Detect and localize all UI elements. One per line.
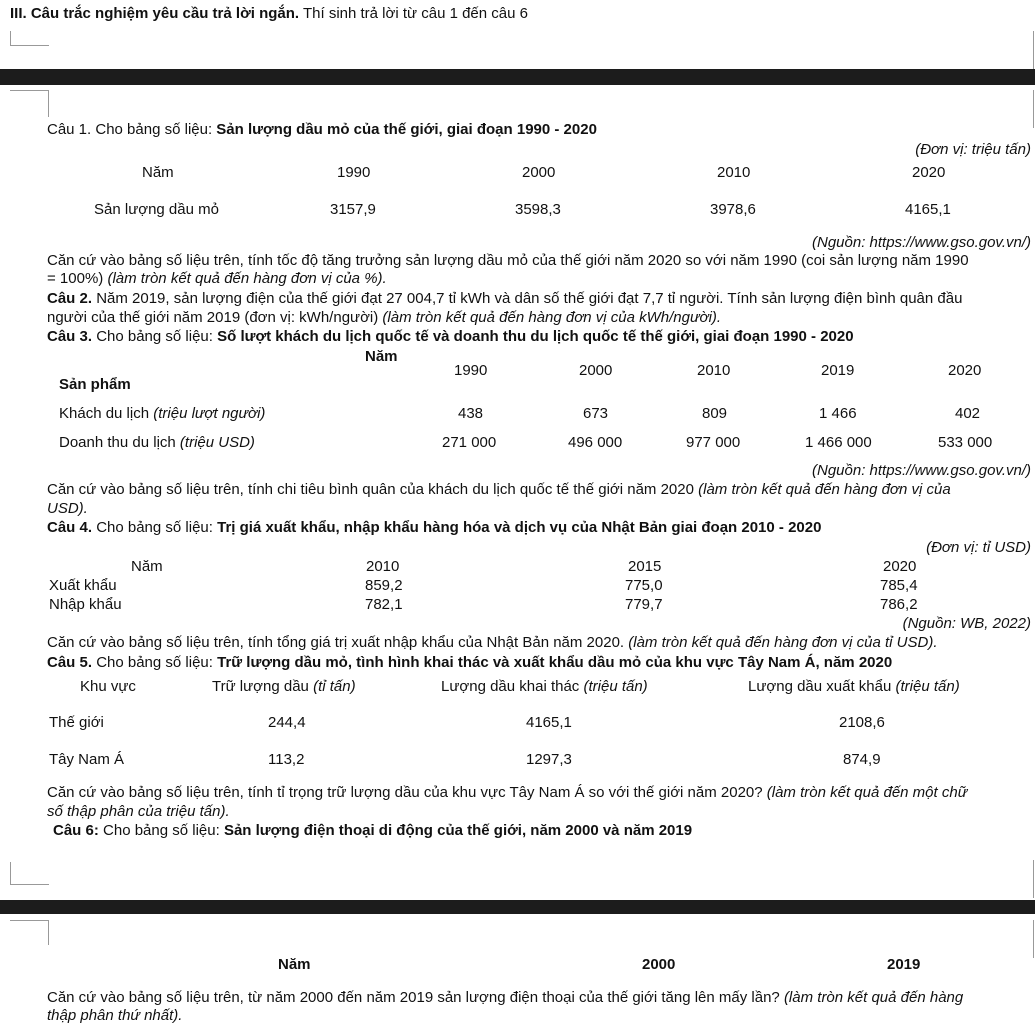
q3-instruction-text: Căn cứ vào bảng số liệu trên, tính chi tiêu bình quân của khách du lịch quốc tế thế giới năm 2020 [47, 481, 694, 498]
q2-note: (làm tròn kết quả đến hàng đơn vị của kWh/người). [382, 309, 722, 326]
q3-r1-v5: 402 [955, 405, 981, 422]
q3-source: (Nguồn: https://www.gso.gov.vn/) [812, 462, 1031, 479]
q5-col-xuat-khau [748, 678, 960, 695]
q4-row-1-label: Xuất khẩu [49, 577, 117, 594]
frame-corner [10, 90, 49, 117]
q5-col-khai-thac [441, 678, 648, 695]
q5-heading [47, 654, 892, 671]
q1-prefix: Cho bảng số liệu: [95, 121, 213, 138]
q1-value-2: 3598,3 [515, 201, 561, 218]
q3-r2-v3: 977 000 [686, 434, 741, 451]
q3-row-1-label [59, 405, 265, 422]
q5-col1-unit: (tỉ tấn) [313, 678, 356, 695]
frame-corner [1030, 31, 1034, 69]
frame-corner [1030, 90, 1034, 128]
q4-year-1: 2010 [366, 558, 400, 575]
q5-instruction-note: (làm tròn kết quả đến một chữ [766, 784, 968, 801]
q5-instruction-note-2: số thập phân của triệu tấn). [47, 803, 230, 820]
q5-col-tru-luong [212, 678, 356, 695]
q3-row-1-name: Khách du lịch [59, 405, 150, 422]
q5-instruction [47, 784, 967, 801]
page-separator-band [0, 900, 1035, 914]
frame-corner [1030, 920, 1034, 958]
q5-col3-label: Lượng dầu xuất khẩu [748, 678, 892, 695]
q6-instruction-text: Căn cứ vào bảng số liệu trên, từ năm 2000 đến năm 2019 sản lượng điện thoại của thế giới tăng lên mấy lần? [47, 989, 780, 1006]
q3-r1-v4: 1 466 [819, 405, 857, 422]
q4-instruction-text: Căn cứ vào bảng số liệu trên, tính tổng giá trị xuất nhập khẩu của Nhật Bản năm 2020. [47, 634, 625, 651]
q3-r2-v2: 496 000 [568, 434, 623, 451]
q5-r2-v2: 1297,3 [526, 751, 572, 768]
page-separator-band [0, 69, 1035, 85]
q5-col2-unit: (triệu tấn) [583, 678, 648, 695]
q1-label: Câu 1. [47, 121, 92, 138]
q4-r2-v1: 782,1 [365, 596, 403, 613]
q4-title: Trị giá xuất khẩu, nhập khẩu hàng hóa và dịch vụ của Nhật Bản giai đoạn 2010 - 2020 [217, 519, 822, 536]
q5-title: Trữ lượng dầu mỏ, tình hình khai thác và xuất khẩu dầu mỏ của khu vực Tây Nam Á, năm 2020 [217, 654, 893, 671]
q3-label: Câu 3. [47, 328, 93, 345]
q3-r1-v1: 438 [458, 405, 484, 422]
q3-instruction-note-2: USD). [47, 500, 88, 517]
q5-row-1-label: Thế giới [49, 714, 104, 731]
q5-row-2-label: Tây Nam Á [49, 751, 125, 768]
q5-col3-unit: (triệu tấn) [895, 678, 960, 695]
q4-r1-v2: 775,0 [625, 577, 663, 594]
q6-label: Câu 6: [53, 822, 99, 839]
q4-instruction-note: (làm tròn kết quả đến hàng đơn vị của tỉ USD). [628, 634, 938, 651]
q3-year-5: 2020 [948, 362, 982, 379]
q1-instruction-line2 [47, 270, 387, 287]
q3-r1-v2: 673 [583, 405, 609, 422]
q2-line2 [47, 309, 721, 326]
q5-col2-label: Lượng dầu khai thác [441, 678, 580, 695]
q3-row-2-unit: (triệu USD) [179, 434, 255, 451]
q3-r2-v5: 533 000 [938, 434, 993, 451]
q4-table-header-label: Năm [131, 558, 163, 575]
q4-r1-v3: 785,4 [880, 577, 918, 594]
q5-r1-v3: 2108,6 [839, 714, 885, 731]
q5-col1-label: Trữ lượng dầu [212, 678, 309, 695]
q6-title: Sản lượng điện thoại di động của thế giới, năm 2000 và năm 2019 [223, 822, 693, 839]
q4-row-2-label: Nhập khẩu [49, 596, 122, 613]
q3-year-3: 2010 [697, 362, 731, 379]
q6-instruction-note: (làm tròn kết quả đến hàng [783, 989, 964, 1006]
q6-heading [53, 822, 692, 839]
q4-r1-v1: 859,2 [365, 577, 403, 594]
q5-prefix: Cho bảng số liệu: [96, 654, 213, 671]
q4-heading [47, 519, 821, 536]
q3-r1-v3: 809 [702, 405, 728, 422]
q3-year-1: 1990 [454, 362, 488, 379]
q5-r2-v1: 113,2 [268, 751, 305, 768]
q3-year-2: 2000 [579, 362, 613, 379]
q3-corner-bottom: Sản phẩm [59, 376, 131, 393]
q5-col-khu-vuc: Khu vực [80, 678, 136, 695]
q3-row-1-unit: (triệu lượt người) [153, 405, 266, 422]
q5-label: Câu 5. [47, 654, 93, 671]
q3-instruction [47, 481, 951, 498]
q2-line1 [47, 290, 962, 307]
q4-label: Câu 4. [47, 519, 93, 536]
q4-r2-v2: 779,7 [625, 596, 663, 613]
q3-corner-top: Năm [365, 348, 398, 365]
q4-r2-v3: 786,2 [880, 596, 918, 613]
q3-title: Số lượt khách du lịch quốc tế và doanh thu du lịch quốc tế thế giới, giai đoạn 1990 - 2020 [217, 328, 854, 345]
q1-instruction-line1: Căn cứ vào bảng số liệu trên, tính tốc độ tăng trưởng sản lượng dầu mỏ của thế giới năm 2020 so với năm 1990 (coi sản lượng năm 1990 [47, 252, 969, 269]
frame-corner [10, 31, 49, 46]
frame-corner [10, 862, 49, 885]
q1-value-4: 4165,1 [905, 201, 951, 218]
q6-year-1: 2000 [642, 956, 676, 973]
q3-prefix: Cho bảng số liệu: [96, 328, 213, 345]
q3-heading [47, 328, 854, 345]
q4-unit: (Đơn vị: tỉ USD) [926, 539, 1031, 556]
q4-instruction [47, 634, 938, 651]
q1-heading [47, 121, 597, 138]
q5-r1-v2: 4165,1 [526, 714, 572, 731]
q6-instruction-note-2: thập phân thứ nhất). [47, 1007, 183, 1024]
section-title: III. Câu trắc nghiệm yêu cầu trả lời ngắn. [10, 5, 300, 22]
q6-table-header-label: Năm [278, 956, 311, 973]
q3-instruction-note: (làm tròn kết quả đến hàng đơn vị của [698, 481, 951, 498]
q3-row-2-name: Doanh thu du lịch [59, 434, 176, 451]
section-header [10, 5, 528, 22]
q6-year-2: 2019 [887, 956, 921, 973]
q1-row-label: Sản lượng dầu mỏ [94, 201, 219, 218]
q3-year-4: 2019 [821, 362, 855, 379]
q1-year-2: 2000 [522, 164, 556, 181]
q5-r1-v1: 244,4 [268, 714, 306, 731]
q3-r2-v1: 271 000 [442, 434, 497, 451]
frame-corner [1030, 860, 1034, 898]
q5-instruction-text: Căn cứ vào bảng số liệu trên, tính tỉ trọng trữ lượng dầu của khu vực Tây Nam Á so với thế giới năm 2020? [47, 784, 763, 801]
section-note: Thí sinh trả lời từ câu 1 đến câu 6 [302, 5, 528, 22]
q3-row-2-label [59, 434, 255, 451]
q6-prefix: Cho bảng số liệu: [103, 822, 220, 839]
q2-text-2: người của thế giới năm 2019 (đơn vị: kWh/người) [47, 309, 379, 326]
q1-value-1: 3157,9 [330, 201, 376, 218]
q1-year-4: 2020 [912, 164, 946, 181]
q5-r2-v3: 874,9 [843, 751, 881, 768]
q2-label: Câu 2. [47, 290, 93, 307]
q1-source: (Nguồn: https://www.gso.gov.vn/) [812, 234, 1031, 251]
q1-title: Sản lượng dầu mỏ của thế giới, giai đoạn 1990 - 2020 [216, 121, 597, 138]
q4-source: (Nguồn: WB, 2022) [902, 615, 1031, 632]
q6-instruction [47, 989, 963, 1006]
q2-text: Năm 2019, sản lượng điện của thế giới đạt 27 004,7 tỉ kWh và dân số thế giới đạt 7,7 tỉ người. Tính sản lượng điện bình quân đầu [96, 290, 963, 307]
q4-year-2: 2015 [628, 558, 662, 575]
q1-table-header-label: Năm [142, 164, 174, 181]
q1-instruction-text: = 100%) [47, 270, 104, 287]
q4-prefix: Cho bảng số liệu: [96, 519, 213, 536]
q1-value-3: 3978,6 [710, 201, 756, 218]
frame-corner [10, 920, 49, 945]
q1-instruction-note: (làm tròn kết quả đến hàng đơn vị của %). [107, 270, 387, 287]
q3-r2-v4: 1 466 000 [805, 434, 872, 451]
q1-unit: (Đơn vị: triệu tấn) [915, 141, 1031, 158]
q4-year-3: 2020 [883, 558, 917, 575]
q1-year-3: 2010 [717, 164, 751, 181]
q1-year-1: 1990 [337, 164, 371, 181]
